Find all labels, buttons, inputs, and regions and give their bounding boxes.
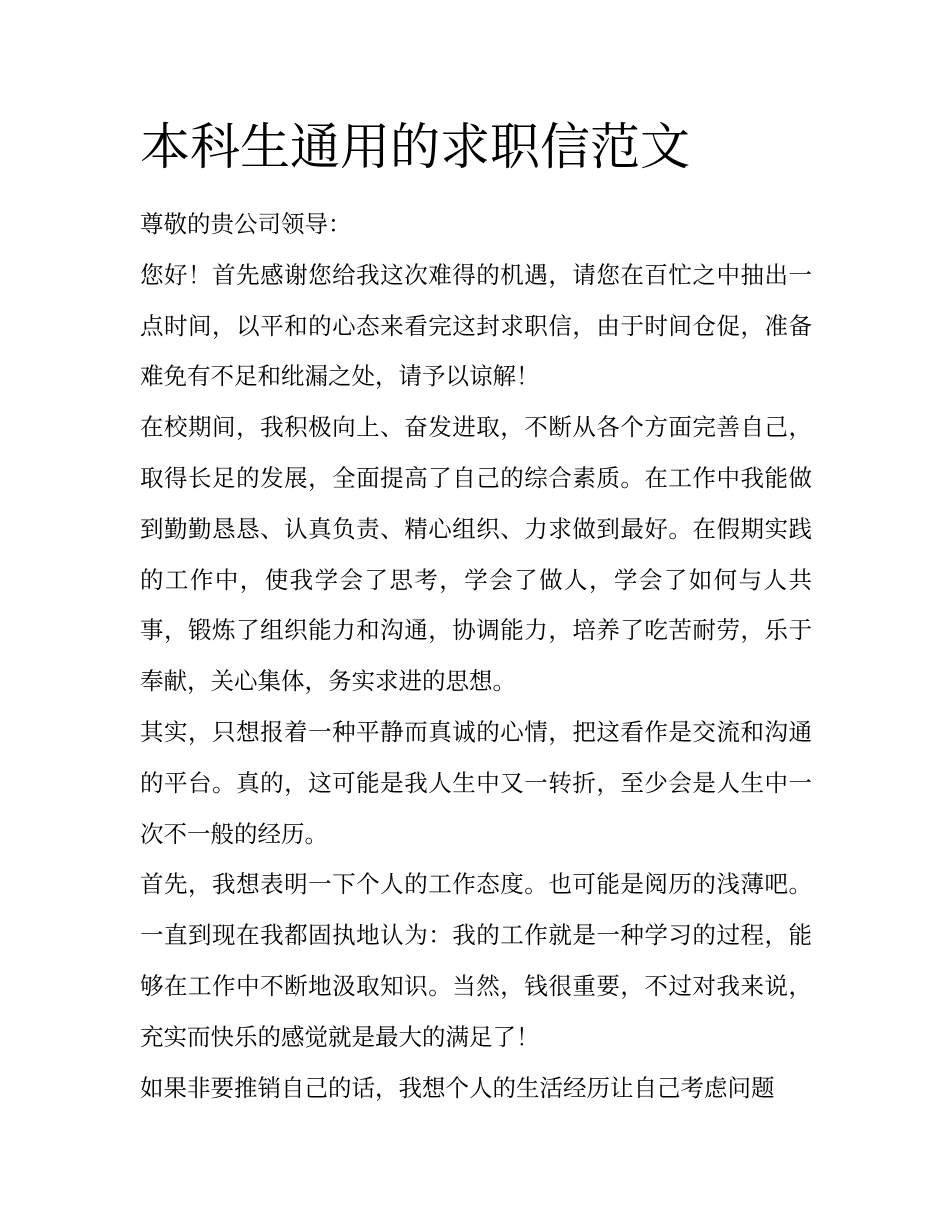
salutation: 尊敬的贵公司领导： — [140, 210, 352, 238]
letter-body — [140, 199, 812, 1113]
document-title: 本科生通用的求职信范文 — [140, 118, 690, 176]
paragraph-communication: 其实，只想报着一种平静而真诚的心情，把这看作是交流和沟通的平台。真的，这可能是我人生中又一转折，至少会是人生中一次不一般的经历。 — [140, 717, 812, 848]
paragraph-work-attitude: 首先，我想表明一下个人的工作态度。也可能是阅历的浅薄吧。一直到现在我都固执地认为：我的工作就是一种学习的过程，能够在工作中不断地汲取知识。当然，钱很重要，不过对我来说，充实而快乐的感觉就是最大的满足了！ — [140, 870, 812, 1051]
paragraph-self-promotion: 如果非要推销自己的话，我想个人的生活经历让自己考虑问题 — [140, 1073, 775, 1102]
paragraph-greeting: 您好！首先感谢您给我这次难得的机遇，请您在百忙之中抽出一点时间，以平和的心态来看完这封求职信，由于时间仓促，准备难免有不足和纰漏之处，请予以谅解！ — [140, 260, 812, 391]
paragraph-school-experience: 在校期间，我积极向上、奋发进取，不断从各个方面完善自己，取得长足的发展，全面提高了自己的综合素质。在工作中我能做到勤勤恳恳、认真负责、精心组织、力求做到最好。在假期实践的工作中，使我学会了思考，学会了做人，学会了如何与人共事，锻炼了组织能力和沟通，协调能力，培养了吃苦耐劳，乐于奉献，关心集体，务实求进的思想。 — [140, 413, 812, 696]
